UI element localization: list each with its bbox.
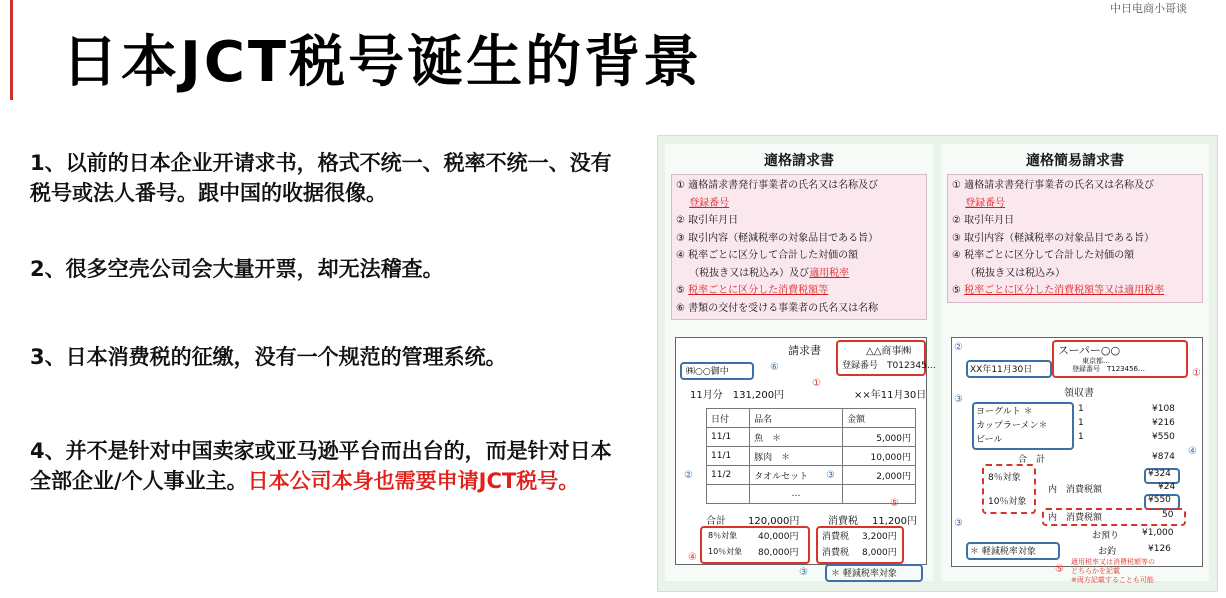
marker-3: ③ [826, 470, 835, 481]
title-accent-bar [10, 0, 13, 100]
requirement-item: （税抜き又は税込み）及び適用税率 [689, 267, 850, 279]
requirement-item: 登録番号 [689, 197, 730, 209]
requirement-item: ② 取引年月日 [676, 215, 739, 226]
change-amount: ¥126 [1148, 544, 1171, 554]
page-title: 日本JCT税号诞生的背景 [62, 30, 703, 95]
tax-10-amount: 50 [1162, 510, 1174, 520]
rate-8-label: 8％対象 [708, 531, 738, 540]
receipt-date: XX年11月30日 [970, 365, 1033, 375]
qualified-invoice-panel [665, 144, 936, 581]
requirements-list [671, 174, 927, 320]
shop-name: スーパー○○ [1058, 344, 1121, 357]
invoice-doc-title: 請求書 [788, 344, 821, 357]
marker-5: ⑤ [890, 498, 899, 509]
requirement-item: ⑤ 税率ごとに区分した消費税額等又は適用税率 [952, 285, 1165, 296]
item-qty: 1 [1078, 418, 1084, 428]
item-name: ビール [976, 435, 1003, 445]
tax-10-label: 内 消費税額 [1048, 513, 1103, 523]
item-name: カップラーメン＊ [976, 421, 1048, 431]
item-qty: 1 [1078, 404, 1084, 414]
tax-amount: 11,200円 [872, 516, 917, 527]
marker-3: ③ [954, 394, 963, 405]
requirement-item: ③ 取引内容（軽減税率の対象品目である旨） [676, 232, 879, 244]
shop-registration: 登録番号 T123456… [1072, 365, 1145, 373]
marker-2: ② [684, 470, 693, 481]
table-header-row: 日付 品名 金額 [707, 409, 916, 428]
marker-1: ① [812, 378, 821, 389]
requirement-item: ④ 税率ごとに区分して合計した対価の額 [952, 250, 1135, 261]
marker-1: ① [1192, 368, 1201, 379]
invoice-comparison-figure [657, 135, 1218, 592]
requirement-item: ② 取引年月日 [952, 215, 1015, 226]
table-row: 11/1 豚肉 ＊ 10,000円 [707, 447, 916, 466]
corner-watermark: 中日电商小哥谈 [1110, 2, 1187, 15]
requirement-item: 登録番号 [965, 197, 1006, 209]
rate-10-amount: 80,000円 [758, 548, 799, 558]
rate-10-label: 10％対象 [988, 497, 1027, 507]
tax-8-label: 消費税 [822, 532, 850, 542]
marker-5: ⑤ [1055, 564, 1064, 575]
rate-10-label: 10％対象 [708, 547, 743, 556]
requirement-item: ⑤ 税率ごとに区分した消費税額等 [676, 285, 829, 296]
total-label: 合 計 [1018, 455, 1046, 465]
requirement-item: ④ 税率ごとに区分して合計した対価の額 [676, 250, 859, 261]
marker-4: ④ [1188, 446, 1197, 457]
point-2 [30, 254, 620, 284]
shop-address: 東京都… [1082, 357, 1110, 365]
rate-footnote: 適用税率又は消費税額等の どちらかを記載 ※両方記載することも可能 [1071, 558, 1155, 584]
rate-8-label: 8％対象 [988, 473, 1021, 483]
point-1-text: 1、以前的日本企业开请求书，格式不统一、税率不统一、没有税号或法人番号。跟中国的收据很像。 [30, 151, 612, 205]
table-row: … [707, 485, 916, 504]
tax-8-label: 内 消費税額 [1048, 485, 1103, 495]
paid-label: お預り [1092, 531, 1120, 541]
tax-8-amount: 3,200円 [862, 532, 897, 542]
item-qty: 1 [1078, 432, 1084, 442]
table-row: 11/2 タオルセット 2,000円 [707, 466, 916, 485]
tax-10-amount: 8,000円 [862, 548, 897, 558]
item-price: ¥108 [1152, 404, 1175, 414]
issuer-name: △△商事㈱ [866, 346, 912, 357]
paid-amount: ¥1,000 [1142, 528, 1174, 538]
item-price: ¥216 [1152, 418, 1175, 428]
marker-4: ④ [688, 552, 697, 563]
total-amount: ¥874 [1152, 452, 1175, 462]
receipt-sample [951, 337, 1203, 567]
table-row: 11/1 魚 ＊ 5,000円 [707, 428, 916, 447]
rate-8-amount: 40,000円 [758, 532, 799, 542]
requirements-list [947, 174, 1203, 303]
marker-2: ② [954, 342, 963, 353]
marker-3-note: ③ [954, 518, 963, 529]
requirement-item: （税抜き又は税込み） [965, 267, 1066, 279]
qualified-invoice-title: 適格請求書 [764, 153, 834, 169]
change-label: お釣 [1098, 547, 1117, 557]
simplified-invoice-panel [941, 144, 1209, 584]
requirement-item: ① 適格請求書発行事業者の氏名又は名称及び [952, 180, 1155, 191]
invoice-period: 11月分 131,200円 [690, 390, 785, 401]
total-amount: 120,000円 [748, 516, 800, 527]
reduced-rate-note: ＊ 軽減税率対象 [970, 547, 1036, 557]
amount-8: ¥324 [1148, 469, 1171, 479]
issuer-registration: 登録番号 T012345… [842, 361, 936, 371]
invoice-items-table [706, 408, 916, 504]
invoice-sample [675, 337, 936, 565]
total-label: 合計 [706, 516, 726, 527]
invoice-date: ××年11月30日 [854, 390, 927, 401]
tax-8-amount: ¥24 [1158, 482, 1176, 492]
point-4 [30, 436, 620, 496]
item-price: ¥550 [1152, 432, 1175, 442]
point-1 [30, 148, 620, 208]
tax-10-label: 消費税 [822, 548, 850, 558]
receipt-title: 領収書 [1064, 388, 1094, 399]
point-2-text: 2、很多空壳公司会大量开票，却无法稽查。 [30, 257, 444, 281]
point-4-text: 4、并不是针对中国卖家或亚马逊平台而出台的，而是针对日本全部企业/个人事业主。 [30, 439, 612, 493]
simplified-invoice-title: 適格簡易請求書 [1026, 153, 1124, 169]
reduced-rate-note: ＊ 軽減税率対象 [831, 569, 897, 579]
item-name: ヨーグルト ＊ [976, 407, 1033, 417]
requirement-item: ③ 取引内容（軽減税率の対象品目である旨） [952, 232, 1155, 244]
point-3-text: 3、日本消费税的征缴，没有一个规范的管理系统。 [30, 345, 507, 369]
marker-3-note: ③ [799, 567, 808, 578]
marker-6: ⑥ [770, 362, 779, 373]
amount-10: ¥550 [1148, 495, 1171, 505]
point-3 [30, 342, 620, 372]
point-4-highlight: 日本公司本身也需要申请JCT税号。 [247, 469, 580, 493]
requirement-item: ⑥ 書類の交付を受ける事業者の氏名又は名称 [676, 302, 879, 314]
requirement-item: ① 適格請求書発行事業者の氏名又は名称及び [676, 180, 879, 191]
customer-name: ㈱○○御中 [686, 367, 729, 377]
tax-label: 消費税 [828, 516, 858, 527]
